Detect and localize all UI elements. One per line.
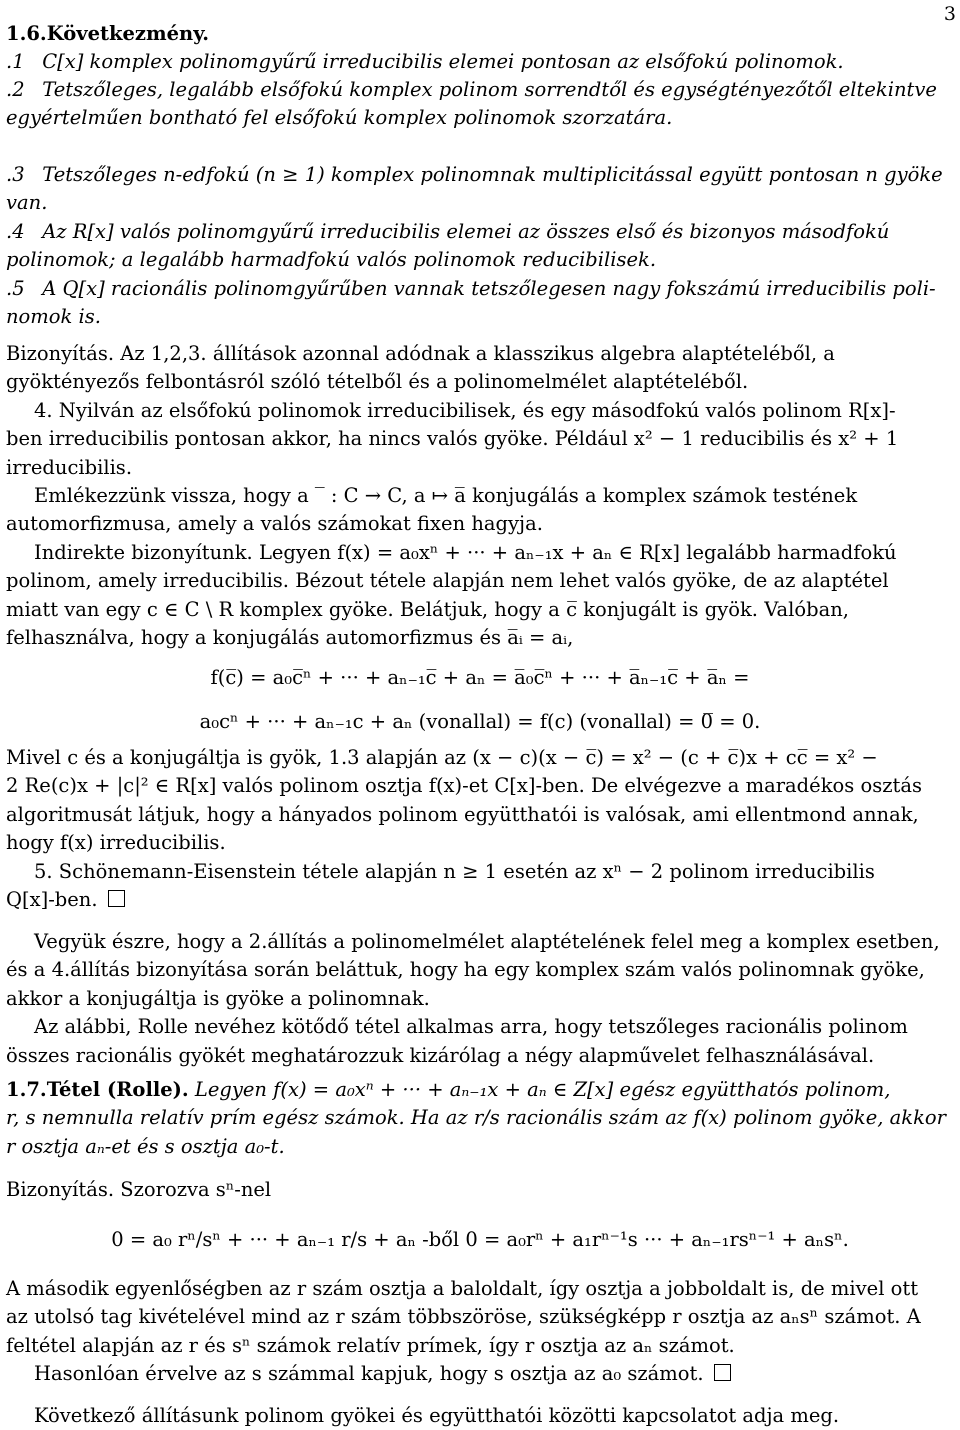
item-text: Tetszőleges, legalább elsőfokú komplex polinom sorrendtől és egységtényezőtől eltekintve	[42, 78, 937, 101]
theorem-text: Legyen f(x) = a₀xⁿ + ··· + aₙ₋₁x + aₙ ∈ Z[x] egész együtthatós polinom,	[194, 1078, 891, 1101]
item-number: .4	[6, 220, 25, 243]
item-continuation: egyértelműen bontható fel elsőfokú komplex polinomok szorzatára.	[6, 106, 673, 130]
corollary-item-1	[6, 48, 956, 76]
text-line: r, s nemnulla relatív prím egész számok. Ha az r/s racionális szám az f(x) polinom gyöke, akkor	[6, 1106, 946, 1130]
text-line: automorfizmusa, amely a valós számokat fixen hagyja.	[6, 512, 543, 536]
text-line: Emlékezzünk vissza, hogy a ‾ : C → C, a ↦ a̅ konjugálás a komplex számok testének	[34, 484, 858, 508]
item-continuation: polinomok; a legalább harmadfokú valós polinomok reducibilisek.	[6, 248, 657, 272]
qed-square-icon	[108, 890, 125, 907]
item-number: .3	[6, 163, 25, 186]
text-line: az utolsó tag kivételével mind az r szám többszöröse, szükségképp r osztja az aₙsⁿ számot. A	[6, 1305, 921, 1329]
item-text: Az R[x] valós polinomgyűrű irreducibilis elemei az összes első és bizonyos másodfokú	[42, 220, 890, 243]
corollary-item-4	[6, 218, 956, 275]
proof-1-part-1	[6, 340, 956, 652]
text-line: 2 Re(c)x + |c|² ∈ R[x] valós polinom osztja f(x)-et C[x]-ben. De elvégezve a maradékos osztás	[6, 774, 922, 798]
text-line: akkor a konjugáltja is gyöke a polinomnak.	[6, 986, 430, 1010]
text-line-content: Hasonlóan érvelve az s számmal kapjuk, hogy s osztja az a₀ számot.	[34, 1362, 704, 1386]
text-line: miatt van egy c ∈ C \ R komplex gyöke. Belátjuk, hogy a c̅ konjugált is gyök. Valóban,	[6, 597, 849, 621]
proof-2-intro: Bizonyítás. Szorozva sⁿ-nel	[6, 1178, 272, 1201]
item-text: Tetszőleges n-edfokú (n ≥ 1) komplex polinomnak multiplicitással együtt pontosan n gyöke	[42, 163, 943, 186]
text-line: felhasználva, hogy a konjugálás automorfizmus és a̅ᵢ = aᵢ,	[6, 626, 574, 650]
text-line: Bizonyítás. Az 1,2,3. állítások azonnal adódnak a klasszikus algebra alaptételéből, a	[6, 342, 835, 365]
remarks	[6, 928, 956, 1070]
equation-2: a₀cⁿ + ··· + aₙ₋₁c + aₙ (vonallal) = f(c) (vonallal) = 0̅ = 0.	[199, 710, 761, 733]
text-line: összes racionális gyökét meghatározzuk kizárólag a négy alapművelet felhasználásával.	[6, 1043, 875, 1067]
text-line: ben irreducibilis pontosan akkor, ha nincs valós gyöke. Például x² − 1 reducibilis és x² + 1	[6, 427, 899, 451]
text-line: feltétel alapján az r és sⁿ számok relatív prímek, így r osztja az aₙ számot.	[6, 1333, 735, 1357]
text-line: és a 4.állítás bizonyítása során beláttuk, hogy ha egy komplex szám valós polinomnak gyöke,	[6, 958, 925, 982]
theorem-rolle	[6, 1076, 956, 1161]
proof-2-body	[6, 1275, 956, 1389]
qed-square-icon	[714, 1364, 731, 1381]
corollary-item-3	[6, 161, 956, 218]
proof-1-part-2	[6, 744, 956, 914]
text-line: hogy f(x) irreducibilis.	[6, 831, 226, 855]
closing-line: Következő állításunk polinom gyökei és együtthatói közötti kapcsolatot adja meg.	[34, 1404, 840, 1427]
item-number: .5	[6, 277, 25, 300]
corollary-item-5	[6, 275, 956, 332]
text-line: Vegyük észre, hogy a 2.állítás a polinomelmélet alaptételének felel meg a komplex esetben,	[34, 930, 940, 953]
text-line: gyöktényezős felbontásról szóló tételből és a polinomelmélet alaptételéből.	[6, 370, 749, 394]
text-line: algoritmusát látjuk, hogy a hányados polinom együtthatói is valósak, ami ellentmond annak,	[6, 802, 919, 826]
text-line: A második egyenlőségben az r szám osztja a baloldalt, így osztja a jobboldalt is, de mivel ott	[6, 1277, 919, 1300]
corollary-heading: 1.6.Következmény.	[6, 22, 210, 45]
corollary-item-2	[6, 76, 956, 133]
item-number: .1	[6, 50, 25, 73]
theorem-label: 1.7.Tétel (Rolle).	[6, 1078, 189, 1101]
equation-3: 0 = a₀ rⁿ/sⁿ + ··· + aₙ₋₁ r/s + aₙ -ből 0 = a₀rⁿ + a₁rⁿ⁻¹s ··· + aₙ₋₁rsⁿ⁻¹ + aₙsⁿ.	[111, 1228, 849, 1251]
equation-1: f(c̅) = a₀c̅ⁿ + ··· + aₙ₋₁c̅ + aₙ = a̅₀c̅ⁿ + ··· + a̅ₙ₋₁c̅ + a̅ₙ =	[210, 666, 750, 689]
text-line	[6, 1076, 956, 1104]
text-line: polinom, amely irreducibilis. Bézout tétele alapján nem lehet valós gyöke, de az alaptétel	[6, 569, 889, 593]
item-number: .2	[6, 78, 25, 101]
item-continuation: nomok is.	[6, 305, 101, 329]
item-continuation: van.	[6, 191, 48, 215]
text-line: 4. Nyilván az elsőfokú polinomok irreducibilisek, és egy másodfokú valós polinom R[x]-	[34, 398, 896, 422]
text-line-content: Q[x]-ben.	[6, 888, 98, 912]
text-line: Mivel c és a konjugáltja is gyök, 1.3 alapján az (x − c)(x − c̅) = x² − (c + c̅)x + cc̅ = x² −	[6, 746, 878, 769]
text-line: 5. Schönemann-Eisenstein tétele alapján n ≥ 1 esetén az xⁿ − 2 polinom irreducibilis	[34, 859, 875, 883]
text-line: r osztja aₙ-et és s osztja a₀-t.	[6, 1134, 285, 1158]
text-line	[6, 1360, 956, 1388]
page-number: 3	[943, 3, 956, 25]
text-line: irreducibilis.	[6, 455, 133, 479]
text-line	[6, 886, 956, 914]
item-text: C[x] komplex polinomgyűrű irreducibilis elemei pontosan az elsőfokú polinomok.	[42, 50, 844, 73]
text-line: Az alábbi, Rolle nevéhez kötődő tétel alkalmas arra, hogy tetszőleges racionális polinom	[34, 1015, 908, 1039]
text-line: Indirekte bizonyítunk. Legyen f(x) = a₀xⁿ + ··· + aₙ₋₁x + aₙ ∈ R[x] legalább harmadfokú	[34, 540, 897, 564]
item-text: A Q[x] racionális polinomgyűrűben vannak tetszőlegesen nagy fokszámú irreducibilis poli-	[42, 277, 936, 300]
